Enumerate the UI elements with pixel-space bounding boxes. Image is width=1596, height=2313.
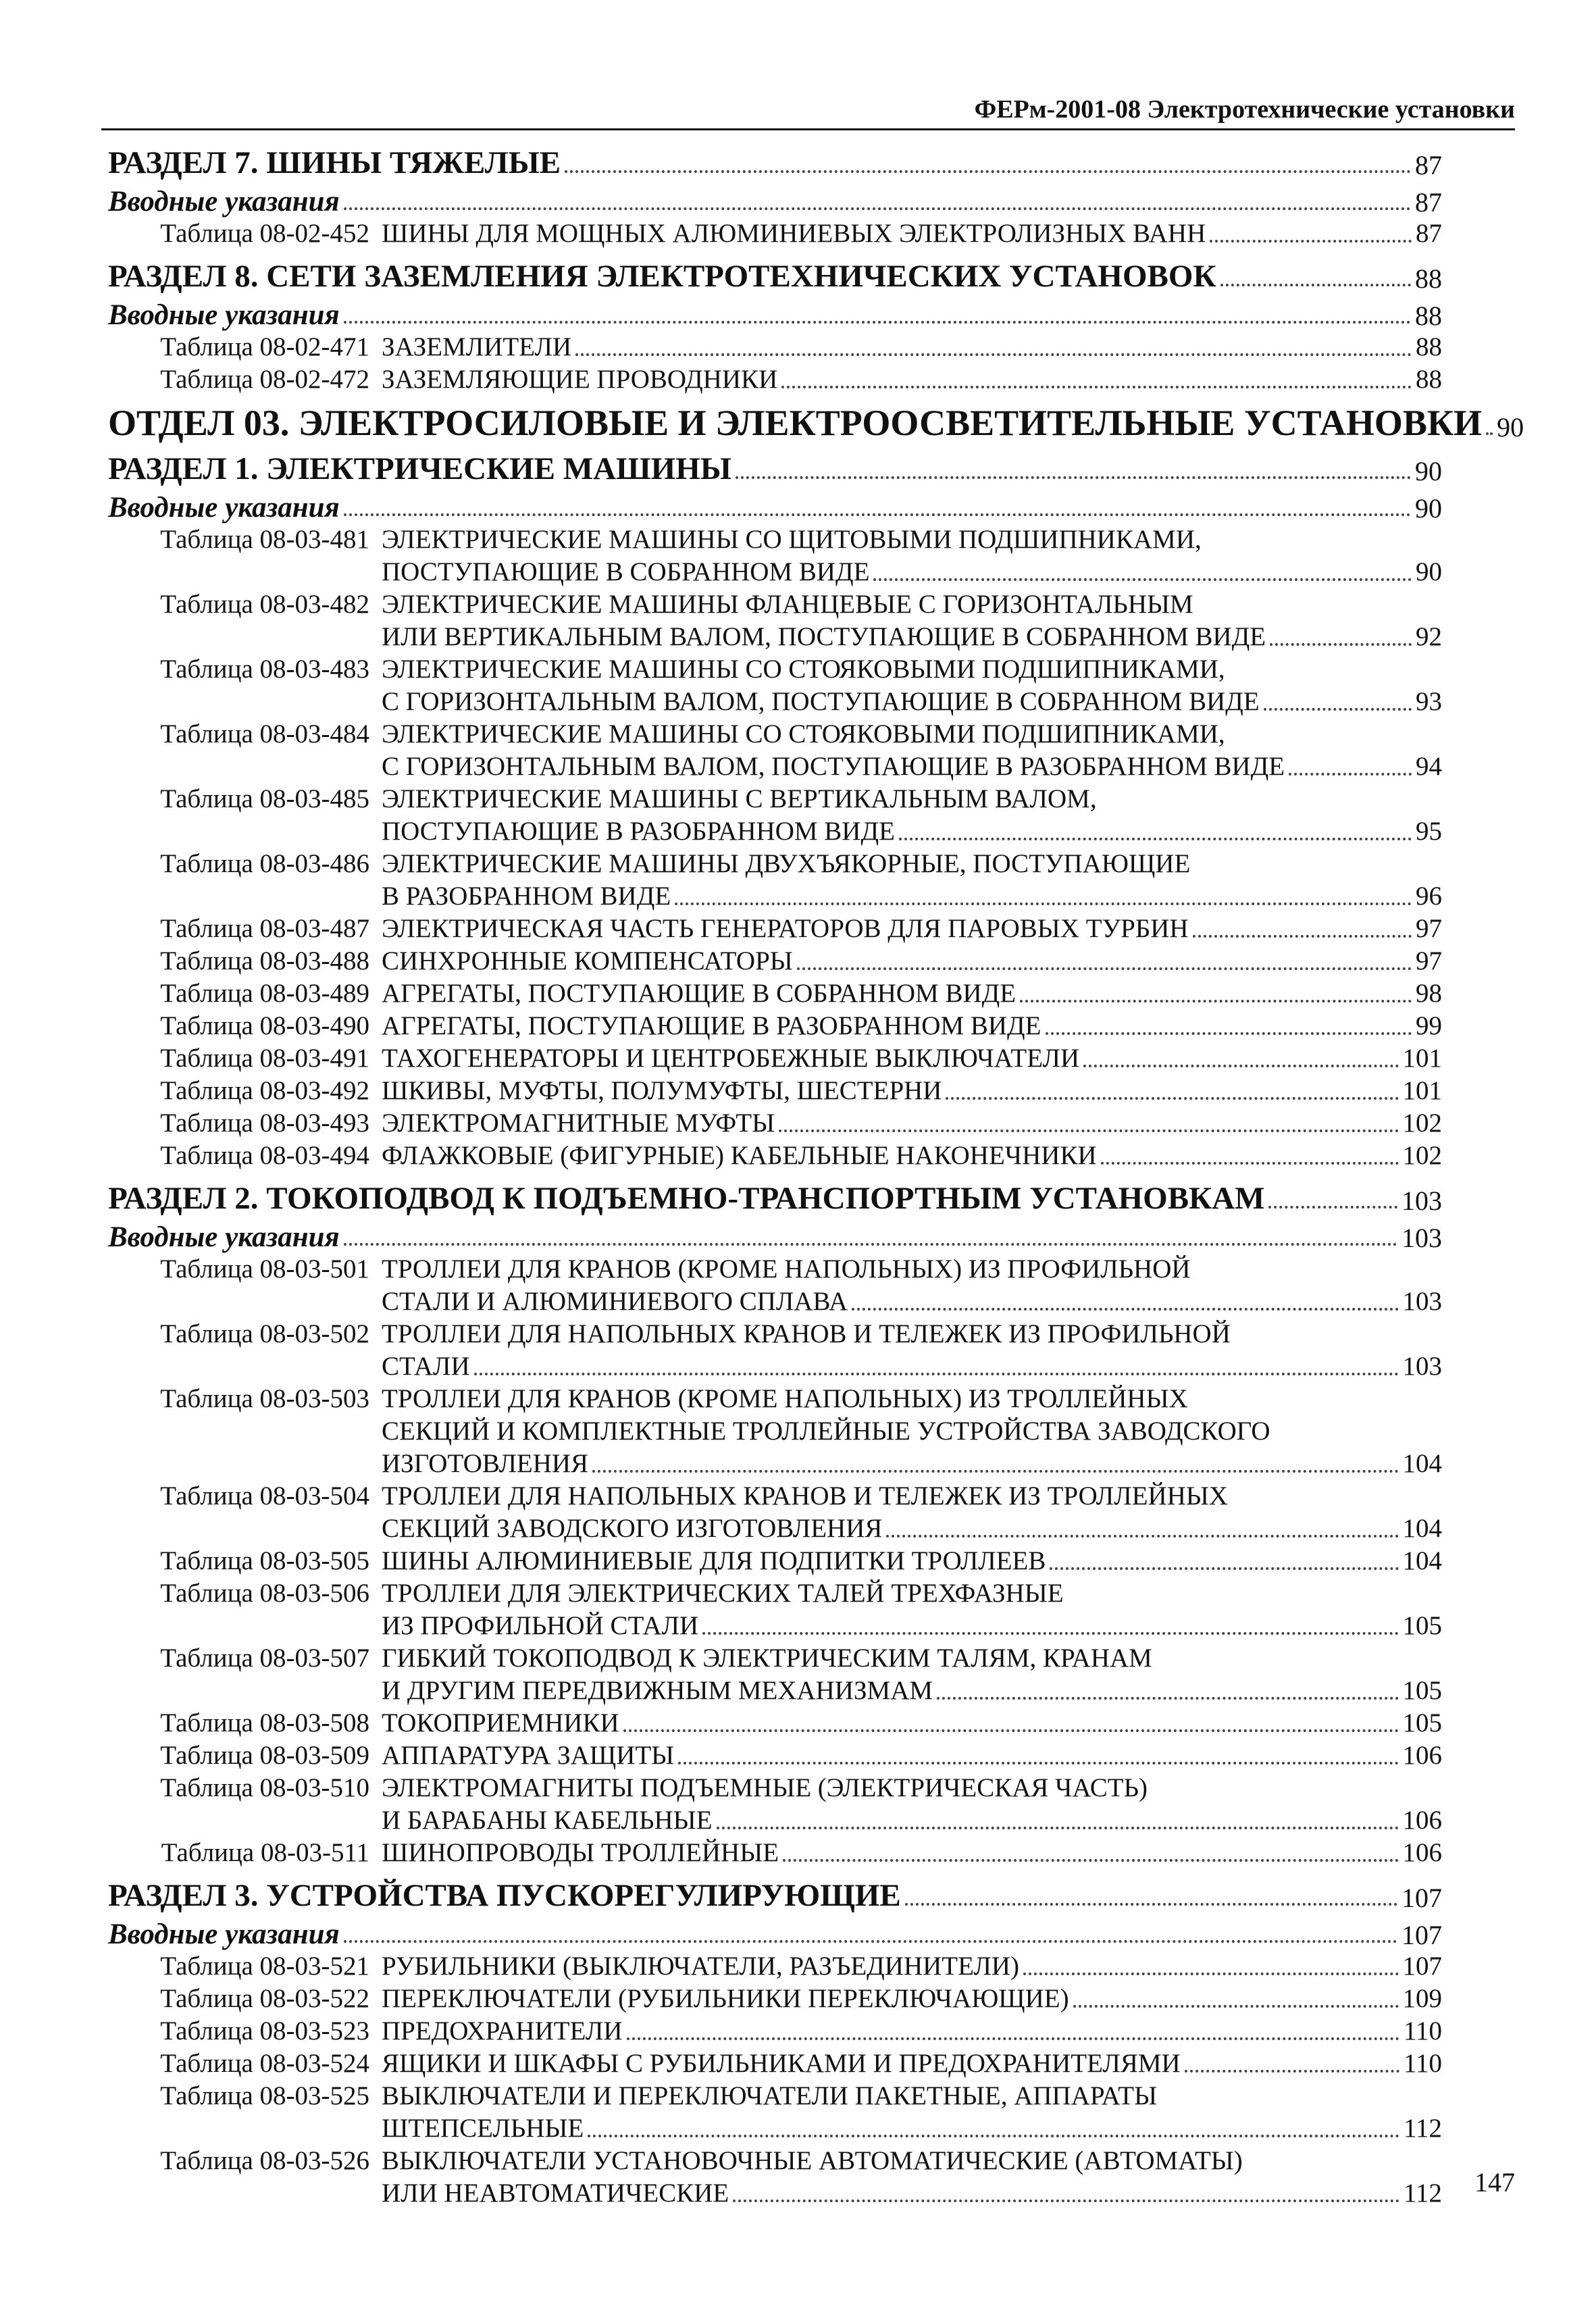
toc-table-title: ЭЛЕКТРИЧЕСКИЕ МАШИНЫ ФЛАНЦЕВЫЕ С ГОРИЗОНТАЛЬНЫМ — [382, 590, 1193, 619]
toc-page-number: 112 — [1403, 2114, 1442, 2143]
toc-table-line — [108, 1949, 1442, 1981]
toc-table-line — [108, 1479, 1442, 1511]
toc-table-title: ИЛИ ВЕРТИКАЛЬНЫМ ВАЛОМ, ПОСТУПАЮЩИЕ В СОБРАННОМ ВИДЕ — [382, 622, 1266, 651]
dot-leader — [1486, 432, 1493, 435]
toc-section-heading-text: РАЗДЕЛ 3. УСТРОЙСТВА ПУСКОРЕГУЛИРУЮЩИЕ — [108, 1878, 901, 1913]
toc-table-line — [108, 1073, 1442, 1106]
toc-table-line — [108, 1608, 1442, 1641]
toc-table-line — [108, 1803, 1442, 1835]
toc-page-number: 90 — [1497, 412, 1524, 442]
toc-department-heading-text: ОТДЕЛ 03. ЭЛЕКТРОСИЛОВЫЕ И ЭЛЕКТРООСВЕТИТЕЛЬНЫЕ УСТАНОВКИ — [108, 403, 1483, 443]
dot-leader — [1193, 935, 1412, 938]
toc-table-entry — [108, 1981, 1442, 2014]
toc-table-entry — [108, 1576, 1442, 1641]
dot-leader — [1270, 643, 1412, 646]
running-header: ФЕРм-2001-08 Электротехнические установки — [974, 95, 1515, 124]
toc-page-number: 90 — [1415, 456, 1442, 486]
toc-table-line — [108, 2046, 1442, 2079]
toc-table-entry — [108, 1381, 1442, 1479]
toc-table-code: Таблица 08-02-471 — [160, 332, 369, 361]
toc-table-title: ИЗ ПРОФИЛЬНОЙ СТАЛИ — [382, 1611, 699, 1640]
toc-table-line — [108, 1106, 1442, 1138]
toc-table-line — [108, 879, 1442, 911]
toc-page-number: 104 — [1402, 1514, 1442, 1543]
toc-table-code: Таблица 08-03-488 — [160, 946, 369, 975]
toc-table-title: ТРОЛЛЕИ ДЛЯ ЭЛЕКТРИЧЕСКИХ ТАЛЕЙ ТРЕХФАЗНЫЕ — [382, 1579, 1064, 1608]
toc-table-line — [108, 976, 1442, 1009]
toc-page-number: 103 — [1401, 1223, 1442, 1253]
toc-table-line — [108, 555, 1442, 587]
toc-table-line — [108, 717, 1442, 749]
dot-leader — [344, 207, 1411, 210]
toc-page-number: 92 — [1416, 622, 1442, 651]
toc-table-code: Таблица 08-03-526 — [160, 2146, 369, 2175]
dot-leader — [588, 2135, 1399, 2137]
toc-table-entry — [108, 1106, 1442, 1138]
toc-page-number: 87 — [1416, 219, 1442, 248]
toc-table-title: ЯЩИКИ И ШКАФЫ С РУБИЛЬНИКАМИ И ПРЕДОХРАНИТЕЛЯМИ — [382, 2049, 1181, 2078]
toc-section-heading-text: РАЗДЕЛ 7. ШИНЫ ТЯЖЕЛЫЕ — [108, 145, 561, 180]
toc-section-heading — [108, 135, 1442, 179]
toc-page-number: 104 — [1402, 1546, 1442, 1575]
toc-table-line — [108, 1284, 1442, 1317]
dot-leader — [1101, 1162, 1399, 1165]
toc-table-entry — [108, 330, 1442, 362]
toc-table-title: ВЫКЛЮЧАТЕЛИ УСТАНОВОЧНЫЕ АВТОМАТИЧЕСКИЕ (АВТОМАТЫ) — [382, 2146, 1243, 2175]
toc-section-heading — [108, 1868, 1442, 1912]
toc-page-number: 110 — [1403, 2049, 1442, 2078]
dot-leader — [1220, 284, 1411, 286]
toc-table-code: Таблица 08-03-522 — [160, 1984, 369, 2013]
toc-table-line — [108, 749, 1442, 782]
toc-table-line — [108, 1414, 1442, 1446]
toc-page-number: 106 — [1402, 1806, 1442, 1835]
toc-table-title: С ГОРИЗОНТАЛЬНЫМ ВАЛОМ, ПОСТУПАЮЩИЕ В СОБРАННОМ ВИДЕ — [382, 687, 1260, 716]
dot-leader — [779, 1129, 1398, 1132]
toc-section-heading — [108, 1171, 1442, 1215]
toc-table-line — [108, 1138, 1442, 1171]
toc-table-title: ШТЕПСЕЛЬНЫЕ — [382, 2114, 584, 2143]
dot-leader — [675, 903, 1412, 905]
toc-table-title: ШИНЫ АЛЮМИНИЕВЫЕ ДЛЯ ПОДПИТКИ ТРОЛЛЕЕВ — [382, 1546, 1046, 1575]
toc-table-line — [108, 1576, 1442, 1608]
toc-table-entry — [108, 652, 1442, 717]
toc-table-entry — [108, 2143, 1442, 2208]
toc-intro-heading — [108, 1912, 1442, 1949]
toc-table-entry — [108, 2014, 1442, 2046]
toc-table-title: ШИНЫ ДЛЯ МОЩНЫХ АЛЮМИНИЕВЫХ ЭЛЕКТРОЛИЗНЫХ ВАНН — [382, 219, 1206, 248]
toc-table-entry — [108, 362, 1442, 395]
toc-page-number: 103 — [1402, 1352, 1442, 1381]
toc-table-title: ЭЛЕКТРИЧЕСКИЕ МАШИНЫ СО СТОЯКОВЫМИ ПОДШИПНИКАМИ, — [382, 719, 1225, 748]
toc-table-title: СИНХРОННЫЕ КОМПЕНСАТОРЫ — [382, 946, 793, 975]
toc-page-number: 94 — [1416, 752, 1442, 781]
toc-table-line — [108, 1544, 1442, 1576]
toc-table-title: С ГОРИЗОНТАЛЬНЫМ ВАЛОМ, ПОСТУПАЮЩИЕ В РАЗОБРАННОМ ВИДЕ — [382, 752, 1285, 781]
toc-table-line — [108, 846, 1442, 879]
dot-leader — [797, 967, 1412, 970]
page-number: 147 — [1474, 2167, 1515, 2197]
dot-leader — [344, 513, 1411, 516]
toc-intro-heading — [108, 1215, 1442, 1252]
toc-table-line — [108, 2176, 1442, 2208]
toc-table-code: Таблица 08-03-482 — [160, 590, 369, 619]
toc-table-code: Таблица 08-03-524 — [160, 2049, 369, 2078]
toc-intro-heading — [108, 179, 1442, 216]
dot-leader — [702, 1632, 1398, 1635]
toc-table-title: ВЫКЛЮЧАТЕЛИ И ПЕРЕКЛЮЧАТЕЛИ ПАКЕТНЫЕ, АППАРАТЫ — [382, 2081, 1158, 2110]
toc-page-number: 88 — [1415, 301, 1442, 331]
toc-table-entry — [108, 1738, 1442, 1771]
dot-leader — [717, 1827, 1399, 1829]
dot-leader — [899, 838, 1412, 840]
toc-table-title: ТАХОГЕНЕРАТОРЫ И ЦЕНТРОБЕЖНЫЕ ВЫКЛЮЧАТЕЛИ — [382, 1044, 1080, 1073]
toc-table-line — [108, 2079, 1442, 2111]
toc-table-title: ТОКОПРИЕМНИКИ — [382, 1708, 619, 1737]
toc-table-entry — [108, 911, 1442, 944]
toc-table-line — [108, 2143, 1442, 2176]
toc-table-title: ТРОЛЛЕИ ДЛЯ НАПОЛЬНЫХ КРАНОВ И ТЕЛЕЖЕК ИЗ ПРОФИЛЬНОЙ — [382, 1319, 1231, 1348]
toc-table-title: СТАЛИ — [382, 1352, 470, 1381]
toc-section-heading-text: РАЗДЕЛ 8. СЕТИ ЗАЗЕМЛЕНИЯ ЭЛЕКТРОТЕХНИЧЕСКИХ УСТАНОВОК — [108, 259, 1216, 294]
toc-section-heading — [108, 249, 1442, 293]
toc-page-number: 98 — [1416, 979, 1442, 1008]
toc-intro-heading-text: Вводные указания — [108, 299, 340, 331]
toc-table-title: СЕКЦИЙ ЗАВОДСКОГО ИЗГОТОВЛЕНИЯ — [382, 1514, 883, 1543]
dot-leader — [565, 170, 1411, 173]
toc-page-number: 93 — [1416, 687, 1442, 716]
toc-page-number: 104 — [1402, 1449, 1442, 1478]
toc-table-entry — [108, 2079, 1442, 2143]
toc-table-line — [108, 1511, 1442, 1544]
dot-leader — [1264, 708, 1412, 711]
dot-leader — [937, 1697, 1398, 1700]
toc-page-number: 90 — [1415, 493, 1442, 524]
toc-table-code: Таблица 08-02-452 — [160, 219, 369, 248]
toc-table-entry — [108, 1771, 1442, 1835]
dot-leader — [873, 578, 1412, 581]
toc-page-number: 95 — [1416, 817, 1442, 846]
dot-leader — [783, 1859, 1398, 1862]
toc-table-line — [108, 362, 1442, 395]
toc-table-entry — [108, 1835, 1442, 1868]
dot-leader — [1073, 2005, 1399, 2008]
toc-table-entry — [108, 1041, 1442, 1073]
dot-leader — [733, 2200, 1399, 2202]
dot-leader — [852, 1308, 1398, 1311]
toc-table-entry — [108, 1009, 1442, 1041]
toc-department-heading — [108, 395, 1524, 443]
toc-table-code: Таблица 08-02-472 — [160, 365, 369, 394]
toc-table-title: ИЗГОТОВЛЕНИЯ — [382, 1449, 589, 1478]
toc-table-line — [108, 1673, 1442, 1706]
toc-table-entry — [108, 1317, 1442, 1381]
toc-table-code: Таблица 08-03-505 — [160, 1546, 369, 1575]
toc-table-line — [108, 1771, 1442, 1803]
toc-table-entry — [108, 1073, 1442, 1106]
toc-table-line — [108, 1706, 1442, 1738]
toc-table-title: ФЛАЖКОВЫЕ (ФИГУРНЫЕ) КАБЕЛЬНЫЕ НАКОНЕЧНИКИ — [382, 1141, 1097, 1170]
toc-table-code: Таблица 08-03-521 — [160, 1952, 369, 1981]
toc-table-title: ТРОЛЛЕИ ДЛЯ НАПОЛЬНЫХ КРАНОВ И ТЕЛЕЖЕК ИЗ ТРОЛЛЕЙНЫХ — [382, 1481, 1229, 1510]
toc-table-line — [108, 684, 1442, 717]
toc-table-code: Таблица 08-03-503 — [160, 1384, 369, 1413]
toc-table-entry — [108, 846, 1442, 911]
dot-leader — [592, 1470, 1398, 1473]
toc-table-code: Таблица 08-03-494 — [160, 1141, 369, 1170]
dot-leader — [1268, 1206, 1397, 1209]
toc-table-title: И БАРАБАНЫ КАБЕЛЬНЫЕ — [382, 1806, 713, 1835]
toc-table-line — [108, 1317, 1442, 1349]
dot-leader — [1289, 773, 1412, 776]
toc-page-number: 99 — [1416, 1011, 1442, 1040]
toc-page-number: 107 — [1402, 1952, 1442, 1981]
toc-table-code: Таблица 08-03-486 — [160, 849, 369, 878]
toc-intro-heading — [108, 485, 1442, 522]
toc-intro-heading-text: Вводные указания — [108, 492, 340, 524]
toc-page-number: 88 — [1416, 332, 1442, 361]
toc-intro-heading-text: Вводные указания — [108, 1918, 340, 1950]
toc-page-number: 105 — [1402, 1708, 1442, 1737]
toc-page-number: 102 — [1402, 1141, 1442, 1170]
toc-page-number: 106 — [1402, 1741, 1442, 1770]
toc-page-number: 96 — [1416, 882, 1442, 911]
header-rule — [101, 128, 1515, 130]
toc-page-number: 112 — [1403, 2179, 1442, 2208]
toc-table-entry — [108, 782, 1442, 846]
toc-table-title: ТРОЛЛЕИ ДЛЯ КРАНОВ (КРОМЕ НАПОЛЬНЫХ) ИЗ ПРОФИЛЬНОЙ — [382, 1254, 1191, 1283]
toc-table-title: ПЕРЕКЛЮЧАТЕЛИ (РУБИЛЬНИКИ ПЕРЕКЛЮЧАЮЩИЕ) — [382, 1984, 1069, 2013]
toc-table-code: Таблица 08-03-506 — [160, 1579, 369, 1608]
dot-leader — [781, 386, 1412, 388]
toc-page-number: 103 — [1402, 1287, 1442, 1316]
dot-leader — [905, 1903, 1397, 1906]
toc-table-title: ЭЛЕКТРОМАГНИТНЫЕ МУФТЫ — [382, 1109, 775, 1138]
toc-page-number: 102 — [1402, 1109, 1442, 1138]
toc-table-code: Таблица 08-03-490 — [160, 1011, 369, 1040]
dot-leader — [623, 1729, 1399, 1732]
toc-table-title: АГРЕГАТЫ, ПОСТУПАЮЩИЕ В РАЗОБРАННОМ ВИДЕ — [382, 1011, 1041, 1040]
toc-table-title: ЭЛЕКТРИЧЕСКИЕ МАШИНЫ СО ЩИТОВЫМИ ПОДШИПНИКАМИ, — [382, 525, 1202, 554]
dot-leader — [474, 1373, 1399, 1375]
toc-table-line — [108, 1981, 1442, 2014]
toc-page-number: 105 — [1402, 1611, 1442, 1640]
toc-table-title: ТРОЛЛЕИ ДЛЯ КРАНОВ (КРОМЕ НАПОЛЬНЫХ) ИЗ ТРОЛЛЕЙНЫХ — [382, 1384, 1188, 1413]
toc-page-number: 107 — [1401, 1920, 1442, 1950]
toc-table-entry — [108, 587, 1442, 652]
toc-table-entry — [108, 1706, 1442, 1738]
toc-table-entry — [108, 1641, 1442, 1706]
dot-leader — [344, 321, 1411, 324]
toc-table-line — [108, 1349, 1442, 1381]
toc-page-number: 88 — [1416, 365, 1442, 394]
toc-table-entry — [108, 944, 1442, 976]
toc-table-line — [108, 782, 1442, 814]
toc-table-code: Таблица 08-03-523 — [160, 2016, 369, 2045]
toc-table-line — [108, 1835, 1442, 1868]
toc-table-title: АГРЕГАТЫ, ПОСТУПАЮЩИЕ В СОБРАННОМ ВИДЕ — [382, 979, 1016, 1008]
toc-intro-heading — [108, 293, 1442, 330]
dot-leader — [1083, 1065, 1398, 1067]
toc-table-title: ПОСТУПАЮЩИЕ В СОБРАННОМ ВИДЕ — [382, 557, 870, 586]
toc-page-number: 97 — [1416, 914, 1442, 943]
toc-table-line — [108, 2014, 1442, 2046]
toc-table-code: Таблица 08-03-504 — [160, 1481, 369, 1510]
toc-table-title: СЕКЦИЙ И КОМПЛЕКТНЫЕ ТРОЛЛЕЙНЫЕ УСТРОЙСТВА ЗАВОДСКОГО — [382, 1417, 1270, 1446]
toc-table-title: АППАРАТУРА ЗАЩИТЫ — [382, 1741, 675, 1770]
toc-table-code: Таблица 08-03-484 — [160, 719, 369, 748]
toc-section-heading-text: РАЗДЕЛ 2. ТОКОПОДВОД К ПОДЪЕМНО-ТРАНСПОРТНЫМ УСТАНОВКАМ — [108, 1181, 1265, 1216]
toc-table-code: Таблица 08-03-508 — [160, 1708, 369, 1737]
toc-table-entry — [108, 1544, 1442, 1576]
toc-table-title: РУБИЛЬНИКИ (ВЫКЛЮЧАТЕЛИ, РАЗЪЕДИНИТЕЛИ) — [382, 1952, 1020, 1981]
toc-table-line — [108, 587, 1442, 619]
toc-table-code: Таблица 08-03-509 — [160, 1741, 369, 1770]
toc-table-title: ЭЛЕКТРИЧЕСКИЕ МАШИНЫ С ВЕРТИКАЛЬНЫМ ВАЛОМ, — [382, 784, 1097, 813]
dot-leader — [678, 1762, 1398, 1764]
toc-table-title: ЗАЗЕМЛЯЮЩИЕ ПРОВОДНИКИ — [382, 365, 778, 394]
dot-leader — [886, 1535, 1398, 1537]
toc-table-line — [108, 1381, 1442, 1414]
toc-table-title: ЭЛЕКТРИЧЕСКИЕ МАШИНЫ СО СТОЯКОВЫМИ ПОДШИПНИКАМИ, — [382, 655, 1225, 684]
toc-section-heading-text: РАЗДЕЛ 1. ЭЛЕКТРИЧЕСКИЕ МАШИНЫ — [108, 451, 731, 486]
toc-page-number: 87 — [1415, 150, 1442, 180]
toc-table-entry — [108, 522, 1442, 587]
dot-leader — [736, 476, 1411, 479]
toc-page-number: 105 — [1402, 1676, 1442, 1705]
toc-table-line — [108, 652, 1442, 684]
toc-table-line — [108, 1738, 1442, 1771]
toc-table-code: Таблица 08-03-485 — [160, 784, 369, 813]
dot-leader — [1210, 240, 1412, 243]
toc-table-title: И ДРУГИМ ПЕРЕДВИЖНЫМ МЕХАНИЗМАМ — [382, 1676, 933, 1705]
toc-table-entry — [108, 717, 1442, 782]
toc-intro-heading-text: Вводные указания — [108, 186, 340, 218]
toc-table-entry — [108, 1949, 1442, 1981]
toc-table-title: ГИБКИЙ ТОКОПОДВОД К ЭЛЕКТРИЧЕСКИМ ТАЛЯМ, КРАНАМ — [382, 1644, 1152, 1673]
toc-table-entry — [108, 976, 1442, 1009]
dot-leader — [1023, 1973, 1398, 1975]
dot-leader — [627, 2037, 1399, 2040]
toc-table-code: Таблица 08-03-487 — [160, 914, 369, 943]
toc-table-title: ИЛИ НЕАВТОМАТИЧЕСКИЕ — [382, 2179, 729, 2208]
toc-table-code: Таблица 08-03-492 — [160, 1076, 369, 1105]
toc-table-code: Таблица 08-03-510 — [160, 1773, 369, 1802]
toc-table-code: Таблица 08-03-489 — [160, 979, 369, 1008]
toc-page-number: 101 — [1402, 1076, 1442, 1105]
toc-page-number: 87 — [1415, 187, 1442, 218]
toc-page-number: 103 — [1401, 1186, 1442, 1216]
toc-table-code: Таблица 08-03-491 — [160, 1044, 369, 1073]
dot-leader — [1020, 1000, 1412, 1002]
toc-table-title: ЭЛЕКТРИЧЕСКИЕ МАШИНЫ ДВУХЪЯКОРНЫЕ, ПОСТУПАЮЩИЕ — [382, 849, 1191, 878]
dot-leader — [344, 1940, 1397, 1943]
toc-table-entry — [108, 216, 1442, 249]
toc-table-line — [108, 522, 1442, 555]
toc-table-line — [108, 1041, 1442, 1073]
toc-table-line — [108, 1252, 1442, 1284]
toc-table-code: Таблица 08-03-481 — [160, 525, 369, 554]
toc-table-line — [108, 1009, 1442, 1041]
toc-section-heading — [108, 441, 1442, 485]
toc-table-code: Таблица 08-03-493 — [160, 1109, 369, 1138]
toc-table-title: ШКИВЫ, МУФТЫ, ПОЛУМУФТЫ, ШЕСТЕРНИ — [382, 1076, 942, 1105]
dot-leader — [575, 353, 1412, 356]
toc-table-line — [108, 216, 1442, 249]
toc-page-number: 109 — [1402, 1984, 1442, 2013]
toc-table-code: Таблица 08-03-502 — [160, 1319, 369, 1348]
toc-page-number: 110 — [1403, 2016, 1442, 2045]
dot-leader — [344, 1243, 1397, 1246]
toc-table-code: Таблица 08-03-483 — [160, 655, 369, 684]
toc-table-title: ЭЛЕКТРИЧЕСКАЯ ЧАСТЬ ГЕНЕРАТОРОВ ДЛЯ ПАРОВЫХ ТУРБИН — [382, 914, 1189, 943]
toc-table-code: Таблица 08-03-525 — [160, 2081, 369, 2110]
toc-table-line — [108, 1641, 1442, 1673]
toc-table-code: Таблица 08-03-511 — [161, 1838, 369, 1867]
toc-table-line — [108, 619, 1442, 652]
dot-leader — [1050, 1567, 1398, 1570]
toc-page-number: 88 — [1415, 263, 1442, 294]
toc-page-number: 97 — [1416, 946, 1442, 975]
toc-table-title: ШИНОПРОВОДЫ ТРОЛЛЕЙНЫЕ — [382, 1838, 779, 1867]
toc-table-title: В РАЗОБРАННОМ ВИДЕ — [382, 882, 671, 911]
toc-page-number: 106 — [1402, 1838, 1442, 1867]
toc-table-entry — [108, 2046, 1442, 2079]
toc-table-title: ЭЛЕКТРОМАГНИТЫ ПОДЪЕМНЫЕ (ЭЛЕКТРИЧЕСКАЯ ЧАСТЬ) — [382, 1773, 1148, 1802]
toc-table-title: ПОСТУПАЮЩИЕ В РАЗОБРАННОМ ВИДЕ — [382, 817, 895, 846]
toc-table-title: ЗАЗЕМЛИТЕЛИ — [382, 332, 572, 361]
toc-table-line — [108, 911, 1442, 944]
toc-table-line — [108, 944, 1442, 976]
dot-leader — [946, 1097, 1398, 1100]
toc-table-line — [108, 330, 1442, 362]
toc-table-code: Таблица 08-03-501 — [160, 1254, 369, 1283]
dot-leader — [1046, 1032, 1412, 1035]
toc-table-line — [108, 814, 1442, 846]
toc-page-number: 90 — [1416, 557, 1442, 586]
toc-intro-heading-text: Вводные указания — [108, 1221, 340, 1253]
toc-table-line — [108, 1446, 1442, 1479]
toc-table-title: СТАЛИ И АЛЮМИНИЕВОГО СПЛАВА — [382, 1287, 848, 1316]
toc-table-code: Таблица 08-03-507 — [160, 1644, 369, 1673]
toc-page-number: 101 — [1402, 1044, 1442, 1073]
toc-table-line — [108, 2111, 1442, 2143]
toc-table-entry — [108, 1138, 1442, 1171]
toc-table-entry — [108, 1479, 1442, 1544]
dot-leader — [1185, 2070, 1399, 2073]
toc-table-title: ПРЕДОХРАНИТЕЛИ — [382, 2016, 623, 2045]
toc-page-number: 107 — [1401, 1883, 1442, 1913]
toc-table-entry — [108, 1252, 1442, 1317]
